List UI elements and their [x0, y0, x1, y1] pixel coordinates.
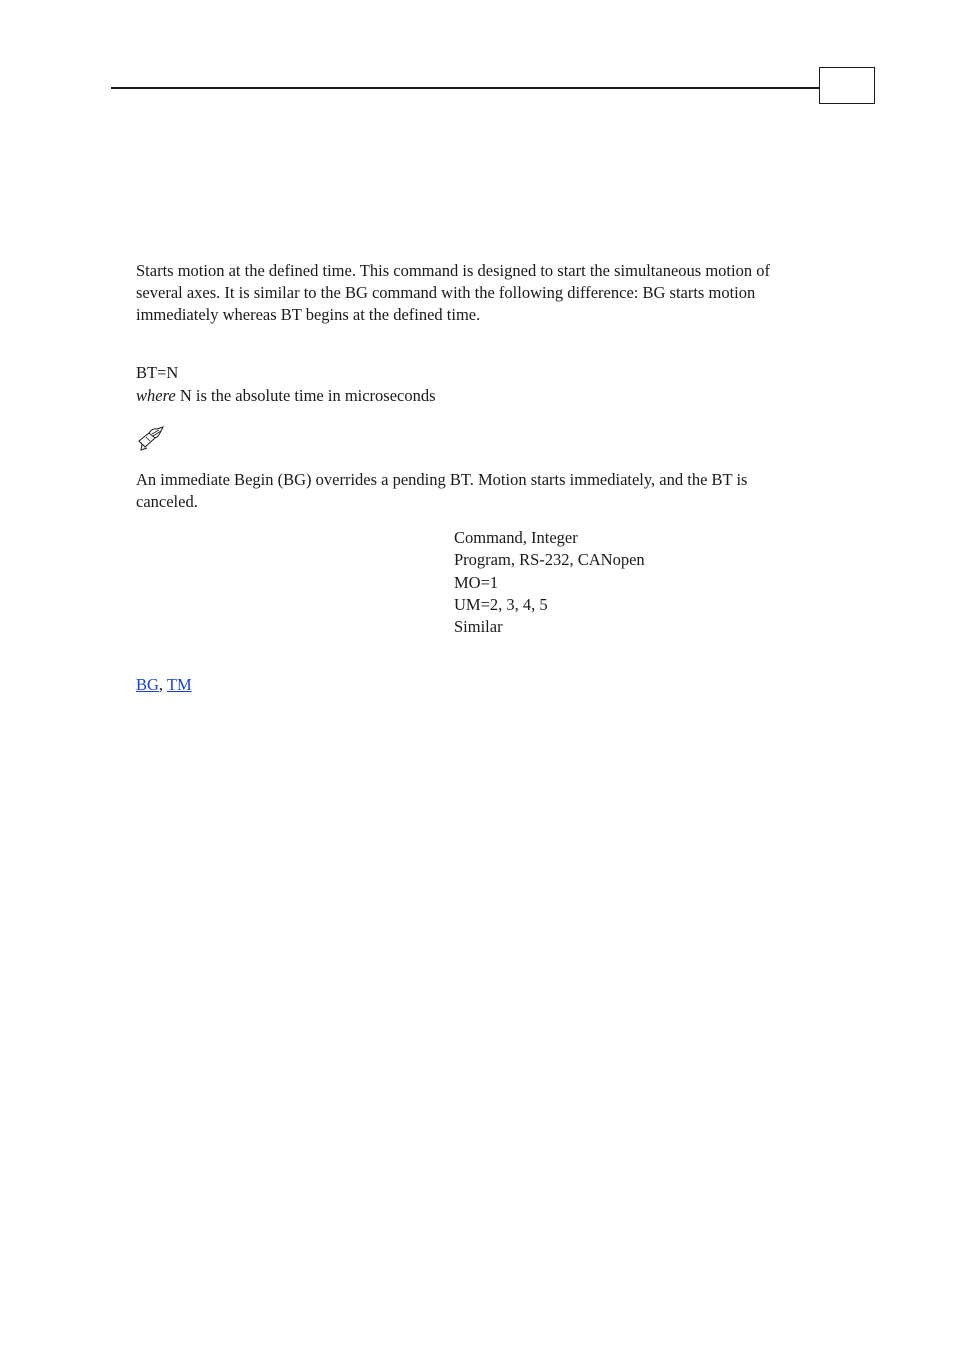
where-description: N is the absolute time in microseconds — [175, 386, 436, 405]
link-bg[interactable]: BG — [136, 675, 159, 694]
attr-source: Program, RS-232, CANopen — [454, 550, 645, 569]
attr-modes: UM=2, 3, 4, 5 — [454, 595, 548, 614]
attr-restrictions: MO=1 — [454, 573, 499, 592]
link-separator: , — [158, 675, 167, 694]
syntax-command: BT=N — [136, 363, 179, 382]
syntax-where-line — [136, 385, 436, 407]
attr-type: Command, Integer — [454, 528, 578, 547]
page-number-box — [819, 67, 875, 104]
command-description: Starts motion at the defined time. This command is designed to start the simultaneous motion of several axes. It is similar to the BG command with the following difference: BG starts motion immediately whereas BT begins at the defined time. — [136, 261, 770, 324]
note-pencil-icon — [136, 424, 168, 454]
note-text: An immediate Begin (BG) overrides a pending BT. Motion starts immediately, and the BT is canceled. — [136, 470, 748, 511]
see-also-links — [136, 674, 192, 696]
where-word: where — [136, 386, 176, 405]
attr-compatibility: Similar — [454, 617, 503, 636]
link-tm[interactable]: TM — [166, 675, 192, 694]
header-rule — [111, 87, 820, 89]
